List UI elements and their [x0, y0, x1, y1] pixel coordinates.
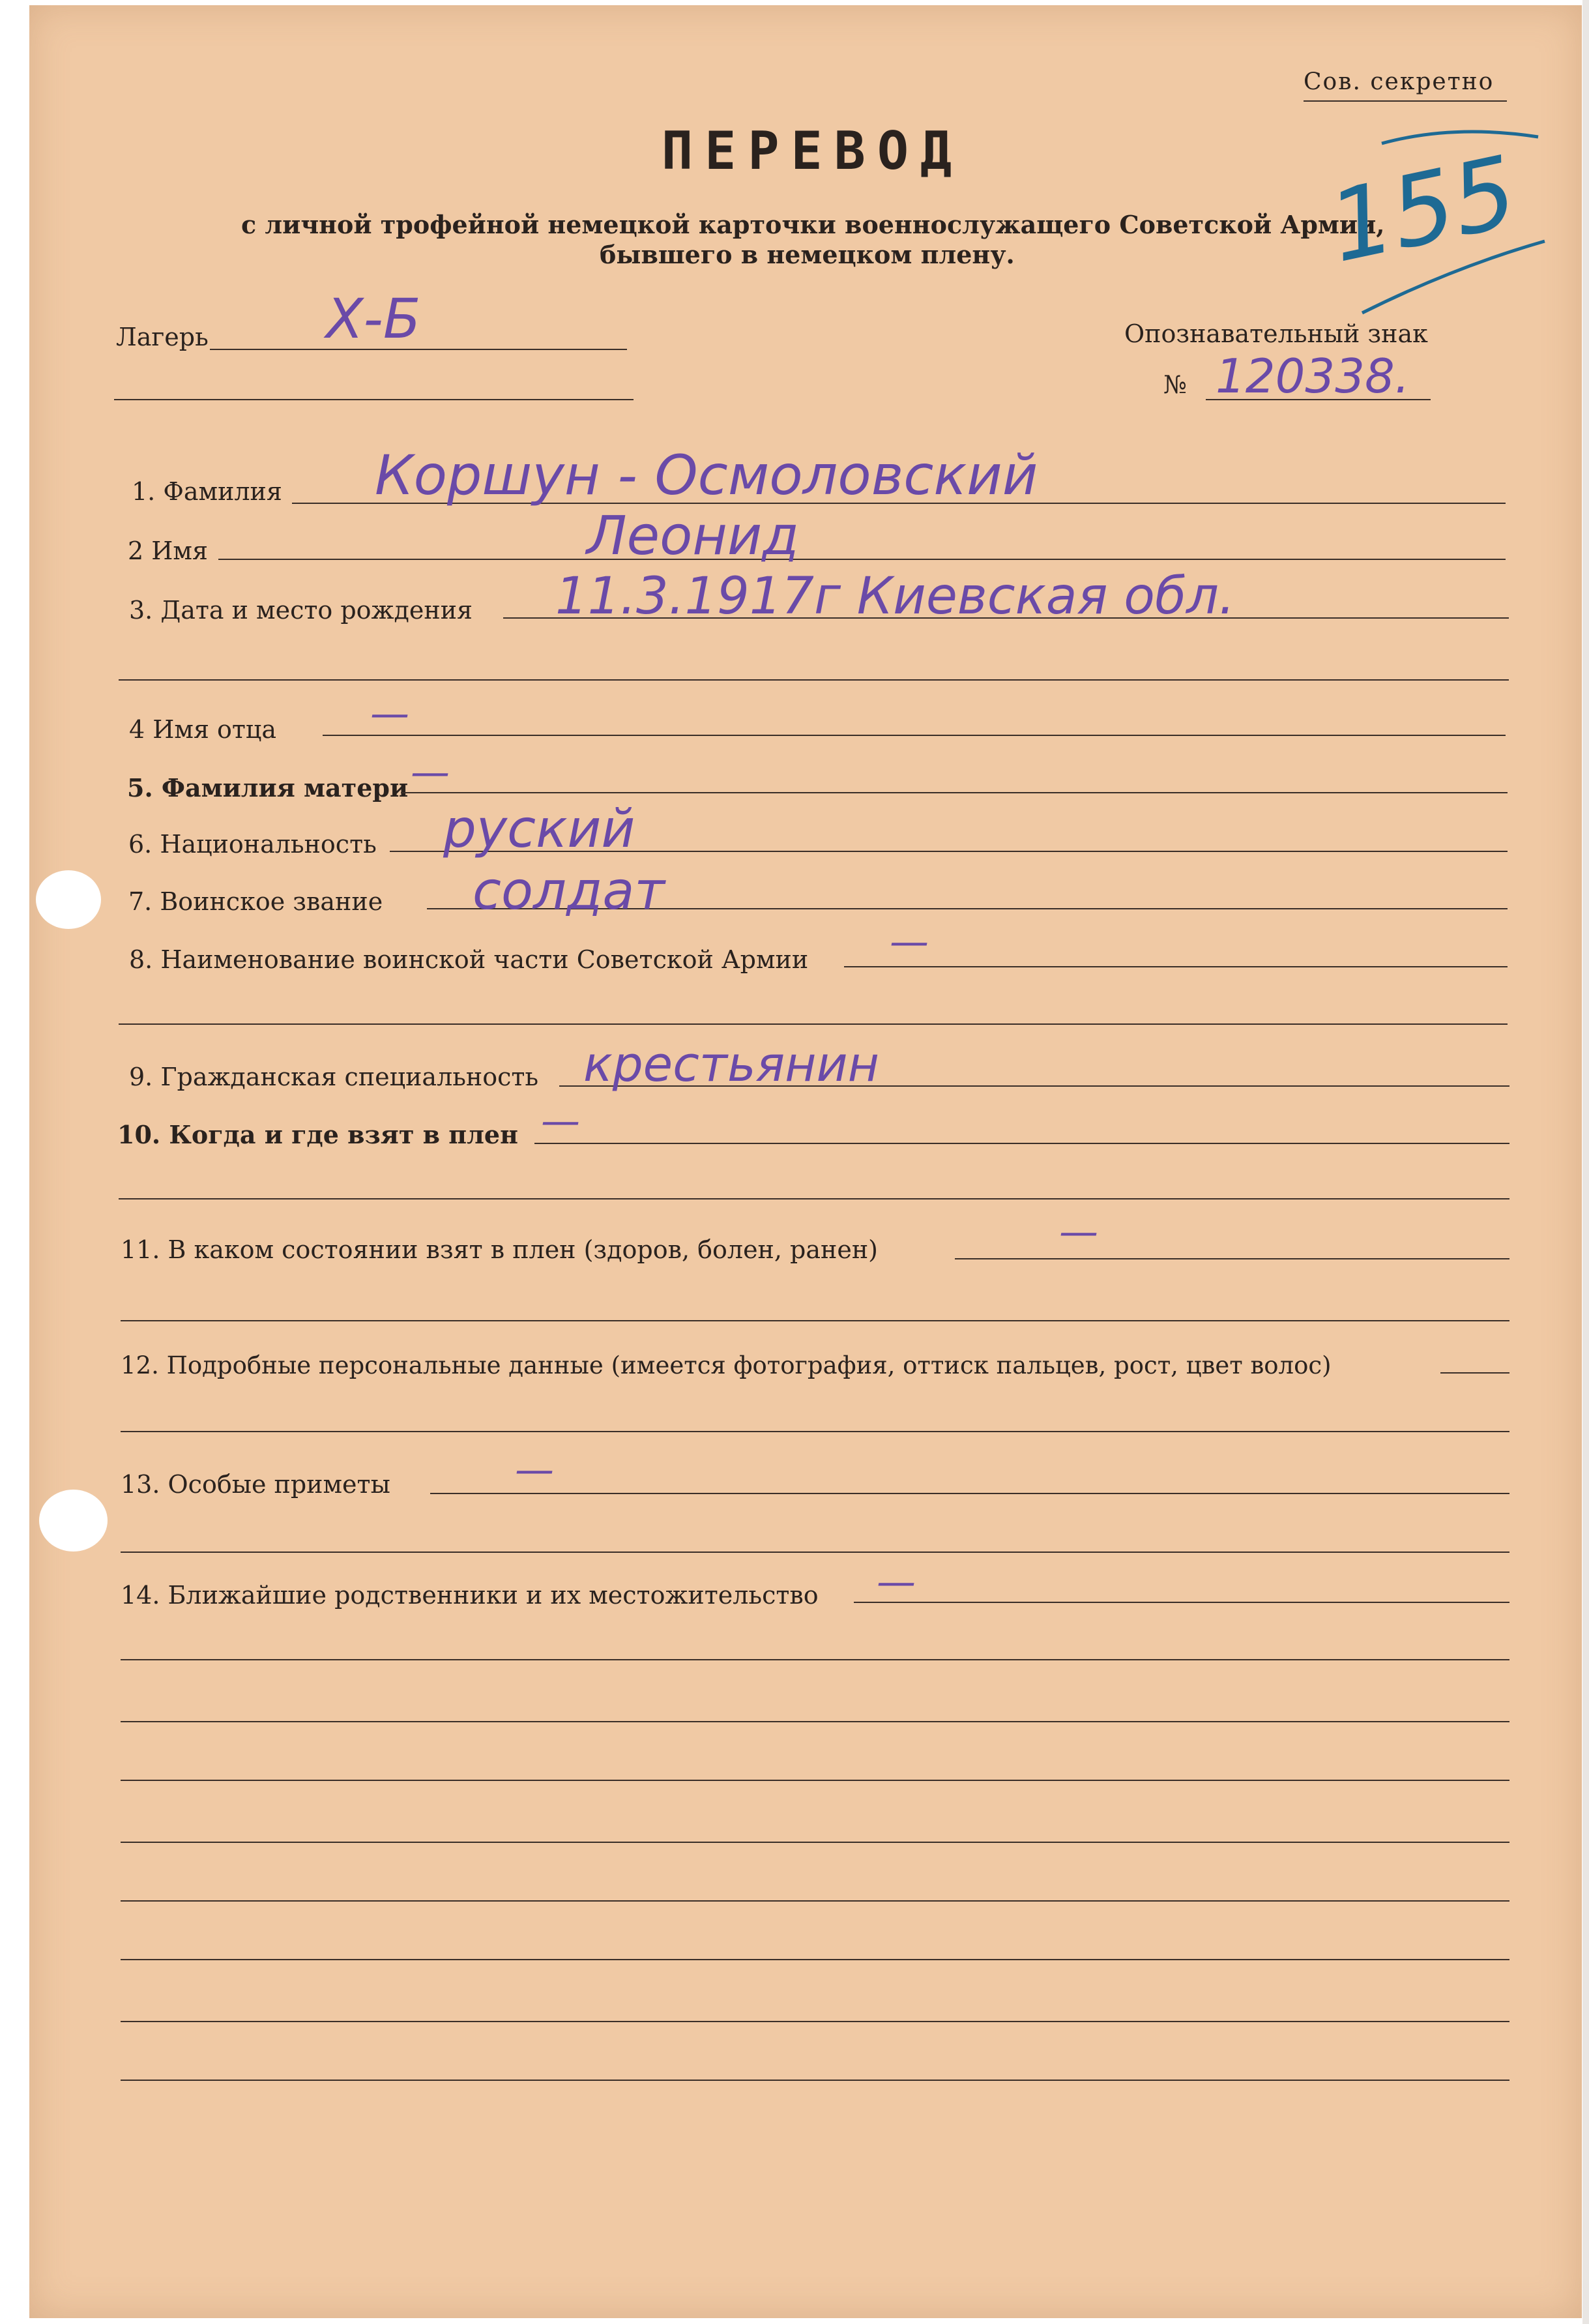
field-11-line-2: [121, 1320, 1509, 1321]
camp-line-2: [114, 399, 634, 400]
subtitle-line-2: бывшего в немецком плену.: [600, 240, 1015, 269]
field-14-label: 14. Ближайшие родственники и их местожительство: [121, 1581, 819, 1610]
field-8-line-2: [119, 1023, 1508, 1025]
field-10-label: 10. Когда и где взят в плен: [117, 1120, 518, 1149]
punch-hole-bottom: [39, 1490, 108, 1552]
field-11-label: 11. В каком состоянии взят в плен (здоров, болен, ранен): [121, 1235, 878, 1264]
field-13-value: —: [515, 1447, 554, 1493]
id-tag-value: 120338.: [1216, 349, 1410, 404]
field-10-value: —: [541, 1098, 580, 1144]
blank-line: [121, 2021, 1509, 2022]
field-9-label: 9. Гражданская специальность: [129, 1063, 539, 1091]
field-2-value: Леонид: [587, 505, 799, 567]
field-10-line-2: [119, 1198, 1509, 1199]
page-number-flourish: [1356, 117, 1551, 332]
blank-line: [121, 1659, 1509, 1660]
field-13-label: 13. Особые приметы: [121, 1470, 390, 1499]
field-1-value: Коршун - Осмоловский: [375, 443, 1038, 507]
field-12-line-2: [121, 1431, 1509, 1432]
classification-underline: [1304, 100, 1507, 102]
blank-line: [121, 1900, 1509, 1902]
camp-value: Х-Б: [326, 287, 421, 351]
field-8-line: [844, 966, 1508, 967]
field-14-line: [854, 1602, 1509, 1603]
field-10-line: [534, 1143, 1509, 1144]
field-13-line-2: [121, 1552, 1509, 1553]
field-2-label: 2 Имя: [128, 537, 208, 565]
field-5-value: —: [411, 750, 450, 795]
field-1-label: 1. Фамилия: [132, 477, 282, 506]
field-6-value: руский: [443, 799, 635, 859]
handwritten-page-number: 155: [1320, 135, 1526, 285]
blank-line: [121, 1959, 1509, 1960]
blank-line: [121, 1842, 1509, 1843]
field-3-line-2: [119, 679, 1509, 681]
field-3-value: 11.3.1917г Киевская обл.: [555, 567, 1235, 626]
field-14-value: —: [877, 1559, 916, 1605]
blank-line: [121, 2080, 1509, 2081]
field-12-label: 12. Подробные персональные данные (имеется фотография, оттиск пальцев, рост, цвет волос): [121, 1351, 1332, 1379]
field-4-label: 4 Имя отца: [129, 715, 276, 744]
field-4-value: —: [370, 691, 409, 737]
field-12-line: [1440, 1372, 1509, 1374]
scan-edge: [1582, 0, 1589, 2324]
field-4-line: [323, 735, 1506, 736]
field-9-value: крестьянин: [583, 1037, 879, 1093]
field-5-label: 5. Фамилия матери: [127, 773, 409, 802]
field-2-line: [218, 559, 1506, 560]
field-8-label: 8. Наименование воинской части Советской Армии: [129, 945, 809, 974]
field-13-line: [430, 1493, 1509, 1494]
page-title: ПЕРЕВОД: [662, 121, 964, 181]
punch-hole-top: [36, 870, 101, 929]
subtitle-line-1: с личной трофейной немецкой карточки военнослужащего Советской Армии,: [241, 210, 1385, 239]
id-tag-number-label: №: [1163, 370, 1187, 399]
field-11-value: —: [1059, 1209, 1098, 1255]
field-6-label: 6. Национальность: [128, 830, 377, 859]
blank-line: [121, 1780, 1509, 1781]
id-tag-label: Опознавательный знак: [1124, 319, 1428, 348]
classification-stamp: Сов. секретно: [1304, 68, 1494, 95]
field-3-label: 3. Дата и место рождения: [129, 596, 473, 625]
field-8-value: —: [890, 919, 929, 965]
field-7-label: 7. Воинское звание: [128, 887, 383, 916]
camp-label: Лагерь: [116, 323, 209, 351]
field-11-line: [955, 1258, 1509, 1259]
field-7-value: солдат: [473, 860, 665, 921]
blank-line: [121, 1721, 1509, 1722]
field-5-line: [401, 792, 1508, 793]
